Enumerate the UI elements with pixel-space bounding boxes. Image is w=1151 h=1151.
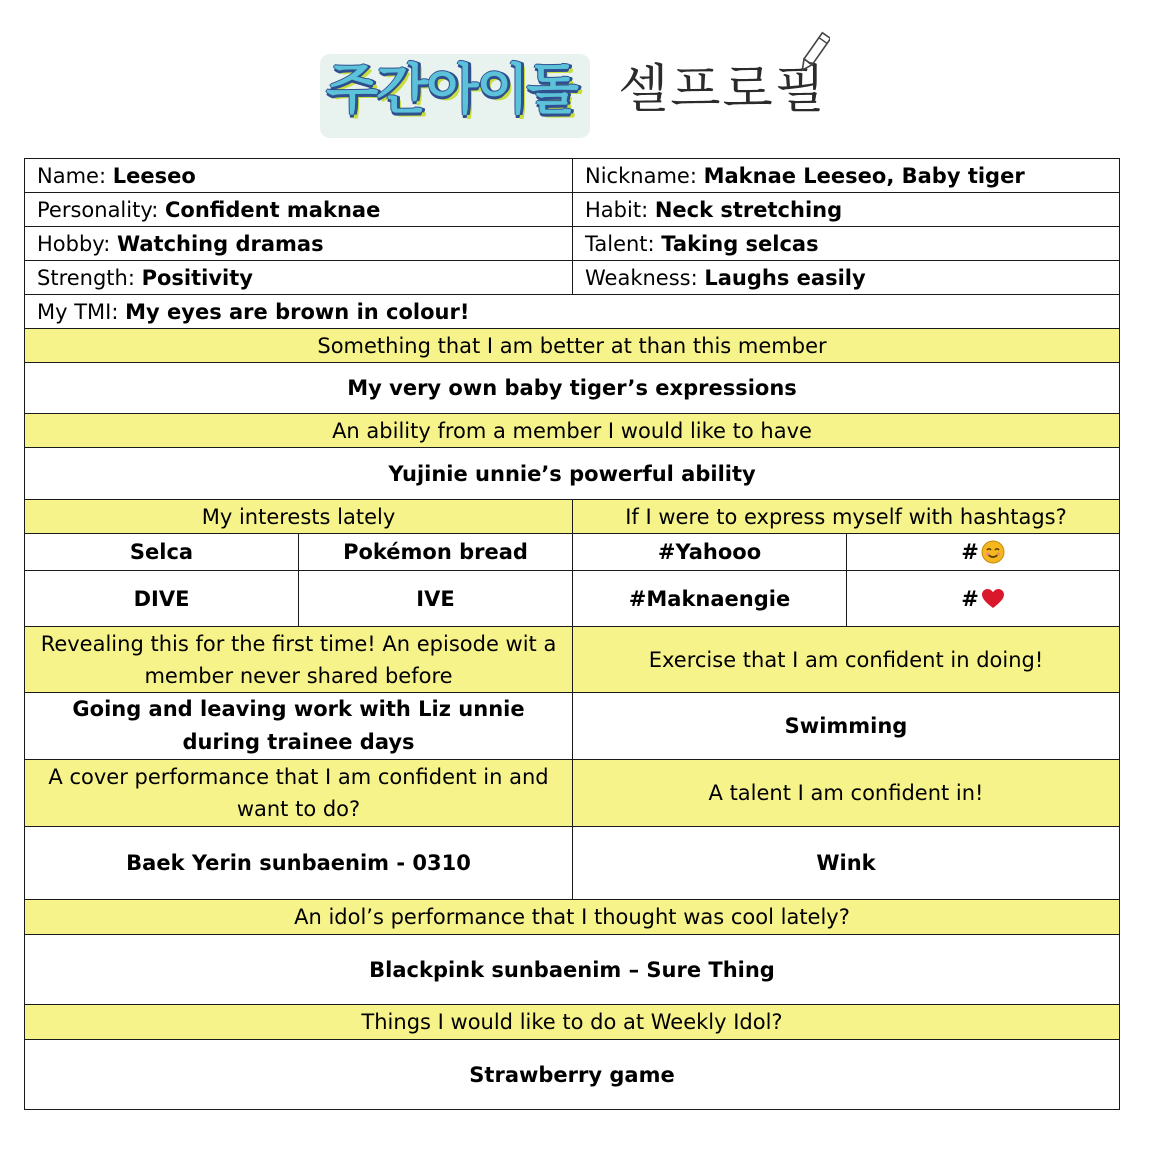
tmi-cell — [25, 295, 1120, 329]
talent-value: Taking selcas — [661, 231, 819, 256]
pencil-icon — [800, 28, 830, 76]
weakness-label: Weakness: — [585, 265, 705, 290]
better-than-answer: My very own baby tiger’s expressions — [25, 363, 1120, 414]
profile-table — [24, 158, 1120, 1110]
tmi-label: My TMI: — [37, 299, 126, 324]
weekly-idol-answer: Strawberry game — [25, 1040, 1120, 1110]
personality-cell — [25, 193, 573, 227]
weekly-idol-logo: 주간아이돌 — [326, 58, 577, 121]
cover-question: A cover performance that I am confident in and want to do? — [25, 760, 573, 827]
table-row — [25, 227, 1120, 261]
episode-question: Revealing this for the first time! An episode wit a member never shared before — [25, 627, 573, 693]
exercise-answer: Swimming — [573, 693, 1120, 760]
talent-confident-answer: Wink — [573, 827, 1120, 900]
table-row — [25, 627, 1120, 693]
header-logo — [300, 22, 860, 140]
strength-label: Strength: — [37, 265, 142, 290]
table-row — [25, 760, 1120, 827]
table-row — [25, 329, 1120, 363]
table-row — [25, 363, 1120, 414]
interest-item: Selca — [25, 534, 299, 571]
better-than-question: Something that I am better at than this member — [25, 329, 1120, 363]
habit-value: Neck stretching — [654, 197, 843, 222]
strength-cell — [25, 261, 573, 295]
nickname-cell — [573, 159, 1120, 193]
personality-value: Confident maknae — [165, 197, 381, 222]
table-row — [25, 935, 1120, 1005]
personality-label: Personality: — [37, 197, 165, 222]
hashtag-item-smile — [847, 534, 1120, 571]
hashtags-question: If I were to express myself with hashtags? — [573, 500, 1120, 534]
table-row — [25, 827, 1120, 900]
table-row — [25, 295, 1120, 329]
table-row — [25, 1040, 1120, 1110]
table-row — [25, 900, 1120, 935]
nickname-value: Maknae Leeseo, Baby tiger — [703, 163, 1025, 188]
weakness-value: Laughs easily — [704, 265, 866, 290]
exercise-question: Exercise that I am confident in doing! — [573, 627, 1120, 693]
talent-cell — [573, 227, 1120, 261]
talent-label: Talent: — [585, 231, 662, 256]
interest-item: DIVE — [25, 571, 299, 627]
table-row — [25, 193, 1120, 227]
red-heart-icon — [981, 587, 1005, 611]
self-profile-title: 셀프로필 — [618, 60, 827, 120]
table-row — [25, 159, 1120, 193]
episode-answer: Going and leaving work with Liz unnie during trainee days — [25, 693, 573, 760]
table-row — [25, 261, 1120, 295]
hashtag-symbol: # — [961, 586, 979, 611]
weekly-idol-question: Things I would like to do at Weekly Idol? — [25, 1005, 1120, 1040]
hashtag-item-heart — [847, 571, 1120, 627]
habit-cell — [573, 193, 1120, 227]
nickname-label: Nickname: — [585, 163, 704, 188]
table-row — [25, 448, 1120, 500]
smiling-face-icon — [981, 540, 1005, 564]
table-row — [25, 1005, 1120, 1040]
table-row — [25, 693, 1120, 760]
tmi-value: My eyes are brown in colour! — [125, 299, 470, 324]
hashtag-item: #Yahooo — [573, 534, 847, 571]
talent-confident-question: A talent I am confident in! — [573, 760, 1120, 827]
table-row — [25, 414, 1120, 448]
hobby-cell — [25, 227, 573, 261]
hobby-label: Hobby: — [37, 231, 117, 256]
table-row — [25, 534, 1120, 571]
ability-question: An ability from a member I would like to have — [25, 414, 1120, 448]
habit-label: Habit: — [585, 197, 655, 222]
hashtag-item: #Maknaengie — [573, 571, 847, 627]
interest-item: Pokémon bread — [299, 534, 573, 571]
cover-answer: Baek Yerin sunbaenim - 0310 — [25, 827, 573, 900]
weakness-cell — [573, 261, 1120, 295]
table-row — [25, 571, 1120, 627]
hashtag-symbol: # — [961, 540, 979, 564]
interest-item: IVE — [299, 571, 573, 627]
idol-performance-answer: Blackpink sunbaenim – Sure Thing — [25, 935, 1120, 1005]
table-row — [25, 500, 1120, 534]
name-value: Leeseo — [112, 163, 196, 188]
strength-value: Positivity — [141, 265, 253, 290]
idol-performance-question: An idol’s performance that I thought was cool lately? — [25, 900, 1120, 935]
interests-question: My interests lately — [25, 500, 573, 534]
name-cell — [25, 159, 573, 193]
hobby-value: Watching dramas — [116, 231, 324, 256]
name-label: Name: — [37, 163, 113, 188]
ability-answer: Yujinie unnie’s powerful ability — [25, 448, 1120, 500]
